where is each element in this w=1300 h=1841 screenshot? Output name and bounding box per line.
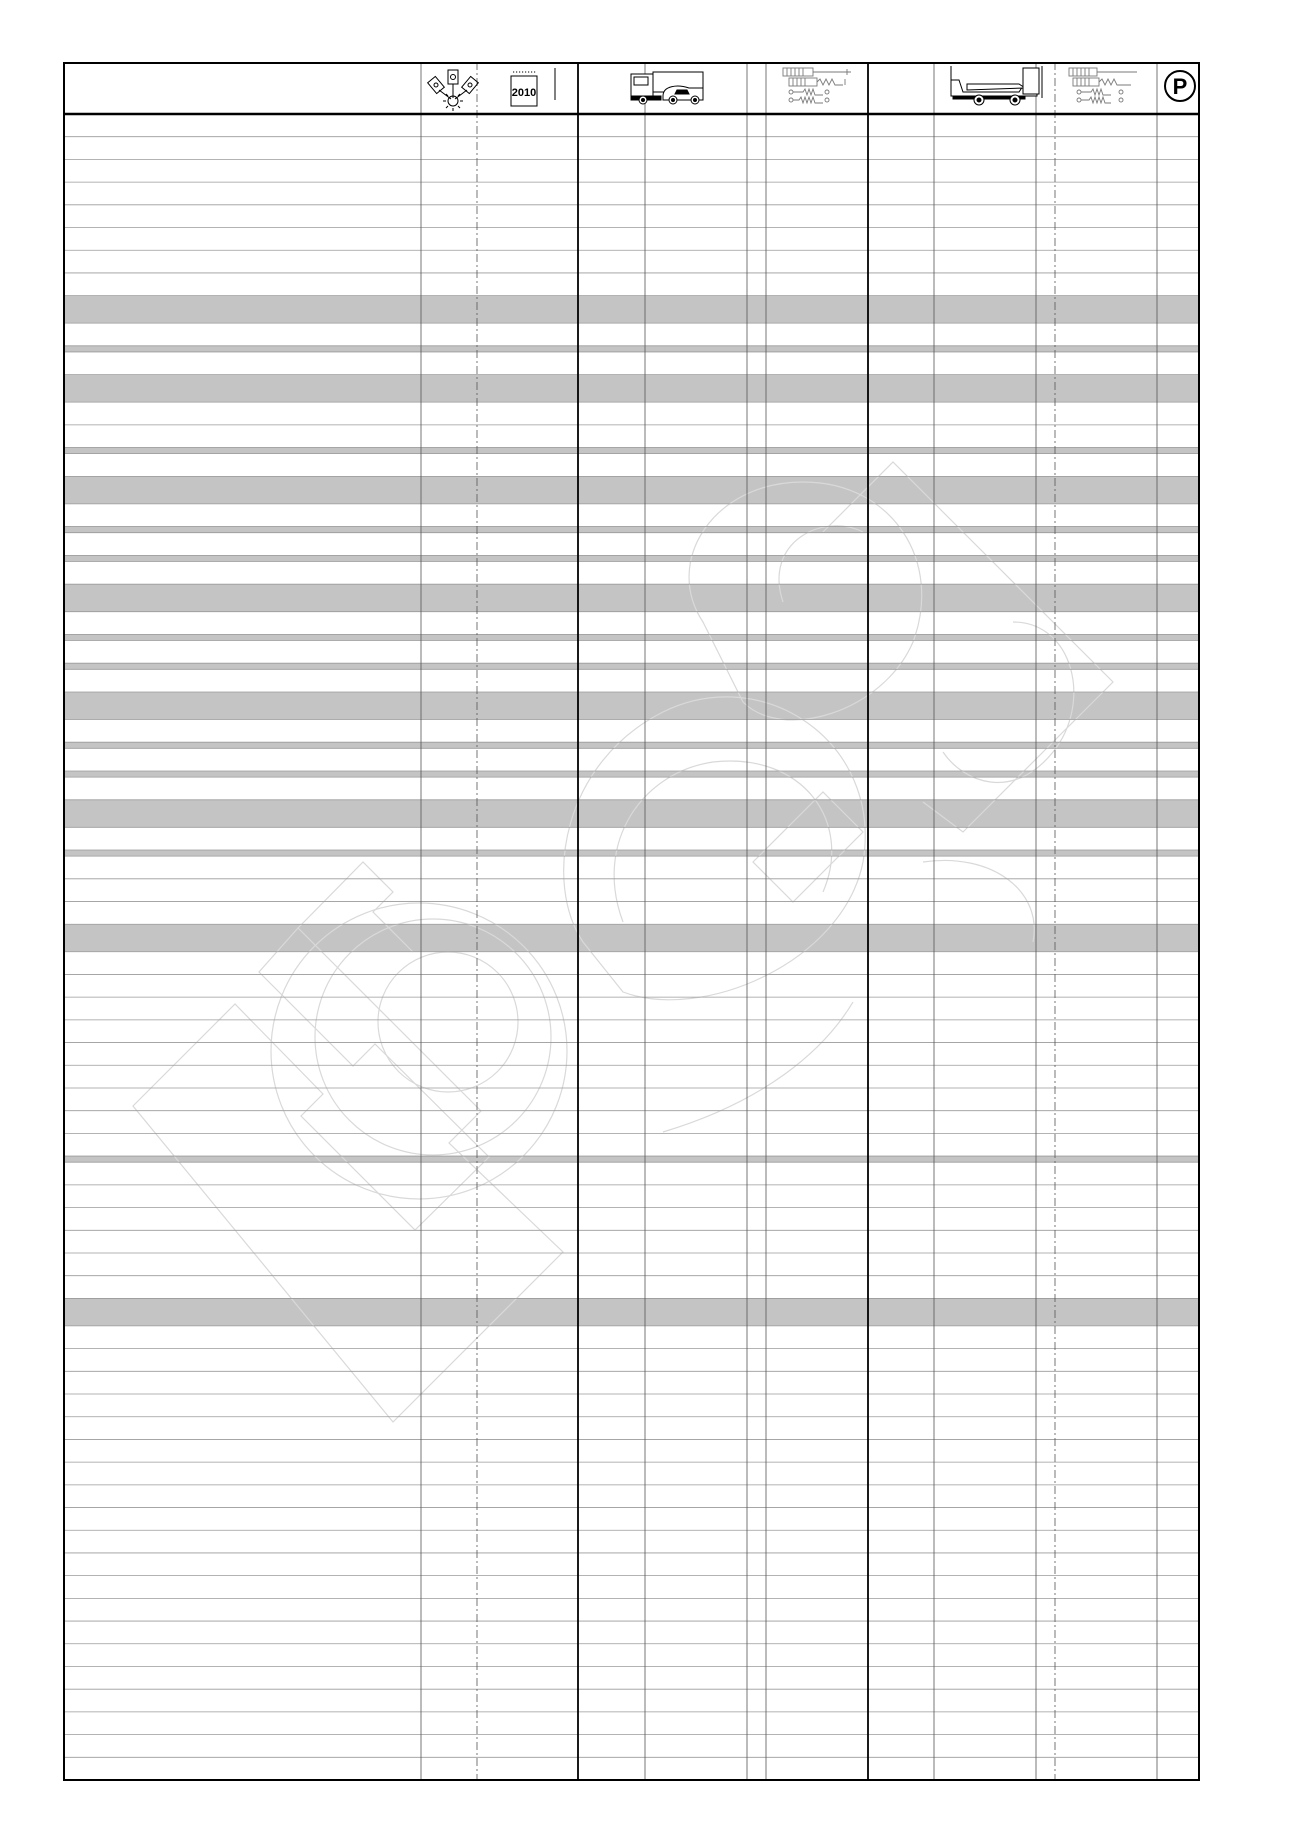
year-label: 2010 <box>511 87 537 99</box>
table-row <box>63 1253 1200 1276</box>
table-row <box>63 137 1200 160</box>
table-row <box>63 1185 1200 1208</box>
truck-front-icon <box>631 72 703 104</box>
separator-row <box>63 742 1200 748</box>
table-row <box>63 1133 1200 1156</box>
table-row <box>63 273 1200 296</box>
table-row <box>63 1417 1200 1440</box>
section-header-row <box>63 924 1200 951</box>
table-row <box>63 1666 1200 1689</box>
separator-row <box>63 1156 1200 1162</box>
table-row <box>63 1065 1200 1088</box>
section-header-row <box>63 476 1200 503</box>
table-row <box>63 856 1200 879</box>
table-row <box>63 1230 1200 1253</box>
table-row <box>63 1439 1200 1462</box>
table-row <box>63 1689 1200 1712</box>
table-row <box>63 1394 1200 1417</box>
separator-row <box>63 634 1200 640</box>
table-row <box>63 1326 1200 1349</box>
table-row <box>63 114 1200 137</box>
separator-row <box>63 527 1200 533</box>
table-row <box>63 533 1200 556</box>
separator-row <box>63 663 1200 669</box>
calendar-icon <box>511 68 555 106</box>
separator-row <box>63 850 1200 856</box>
table-row <box>63 1508 1200 1531</box>
separator-row <box>63 555 1200 561</box>
table-row <box>63 719 1200 742</box>
table-row <box>63 504 1200 527</box>
table-row <box>63 1530 1200 1553</box>
table-row <box>63 228 1200 251</box>
table-header <box>428 66 1195 111</box>
spring-parts-icon <box>783 68 851 103</box>
section-header-row <box>63 375 1200 402</box>
table-row <box>63 402 1200 425</box>
table-row <box>63 250 1200 273</box>
price-p-icon <box>1165 71 1195 101</box>
table-row <box>63 1371 1200 1394</box>
table-row <box>63 669 1200 692</box>
engine-pistons-icon <box>428 70 479 111</box>
table-row <box>63 974 1200 997</box>
parts-catalog-table <box>63 62 1200 1782</box>
table-row <box>63 1757 1200 1780</box>
separator-row <box>63 346 1200 352</box>
table-row <box>63 1621 1200 1644</box>
table-row <box>63 952 1200 975</box>
separator-row <box>63 448 1200 454</box>
table-row <box>63 1088 1200 1111</box>
table-row <box>63 159 1200 182</box>
table-row <box>63 879 1200 902</box>
section-header-row <box>63 1298 1200 1325</box>
price-label: P <box>1172 74 1188 99</box>
section-header-row <box>63 296 1200 323</box>
table-row <box>63 997 1200 1020</box>
table-row <box>63 1276 1200 1299</box>
table-row <box>63 640 1200 663</box>
table-row <box>63 1349 1200 1372</box>
table-row <box>63 1712 1200 1735</box>
table-row <box>63 182 1200 205</box>
table-row <box>63 1576 1200 1599</box>
table-row <box>63 1162 1200 1185</box>
table-row <box>63 612 1200 635</box>
table-row <box>63 323 1200 346</box>
table-row <box>63 454 1200 477</box>
table-row <box>63 827 1200 850</box>
table-row <box>63 1553 1200 1576</box>
table-row <box>63 748 1200 771</box>
table-row <box>63 1485 1200 1508</box>
spring-parts-icon <box>1069 68 1137 103</box>
section-header-row <box>63 692 1200 719</box>
table-row <box>63 425 1200 448</box>
table-row <box>63 777 1200 800</box>
table-row <box>63 1462 1200 1485</box>
table-row <box>63 561 1200 584</box>
table-row <box>63 1020 1200 1043</box>
truck-rear-icon <box>951 66 1042 105</box>
table-row <box>63 1043 1200 1066</box>
table-grid <box>63 62 1200 1782</box>
table-row <box>63 352 1200 375</box>
table-row <box>63 1598 1200 1621</box>
table-row <box>63 205 1200 228</box>
table-row <box>63 1111 1200 1134</box>
table-row <box>63 1644 1200 1667</box>
table-row <box>63 1208 1200 1231</box>
table-row <box>63 1735 1200 1758</box>
